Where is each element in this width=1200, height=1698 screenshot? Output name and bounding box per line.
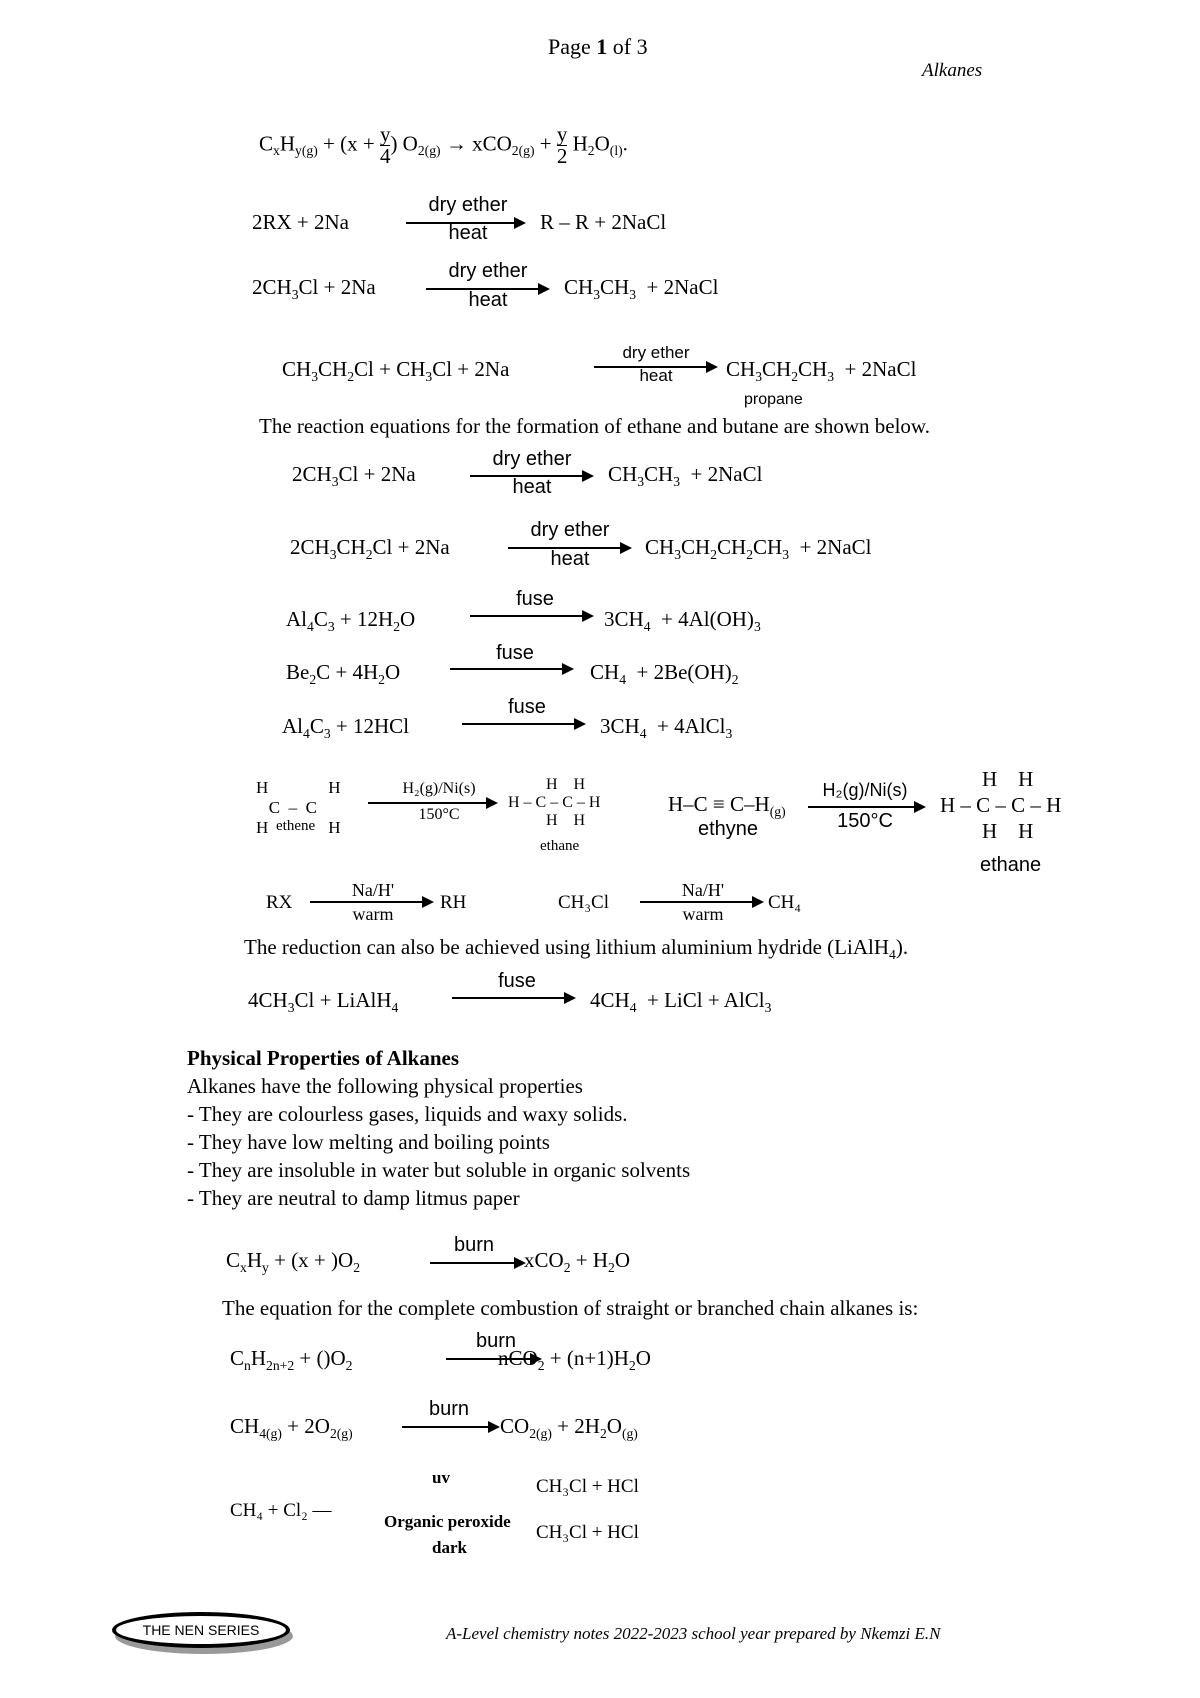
arrow-label-fuse: fuse [496,642,534,664]
reduction-ch3cl: CH₃Cl [558,892,609,913]
equation-propane-left: $CH_3CH_2Cl + CH_3Cl + 2Na$ [282,357,510,384]
reaction-arrow [450,668,572,670]
chlorination-left: CH₄ + Cl₂ — [230,1500,332,1521]
property-item: - They are insoluble in water but soluble in organic solvents [187,1158,691,1182]
property-item: - They are neutral to damp litmus paper [187,1186,520,1210]
page-mid: of [607,34,637,59]
equation-al4c3-water-left: $Al_4C_3 + 12H_2O$ [286,607,416,634]
frac2-num: y [556,122,568,146]
frac-num: y [379,122,391,146]
chlorination-product-uv: CH₃Cl + HCl [536,1476,639,1497]
equation-general-combustion: $C_xH_{y(g)} + (x$ + $\frac{y}{4}$ ) $O_{2(g)} \to xCO_{2(g)}$ + $\frac{y}{2}$ $H_2O_{(l)}$. [259,122,628,168]
equation-propane-right: $CH_3CH_2CH_3$ + 2NaCl [726,357,917,384]
arrow-label-fuse: fuse [508,696,546,718]
ethane-row-3: H H [546,812,586,829]
equation-butane-left: $2CH_3CH_2Cl + 2Na$ [290,535,450,562]
ethene-row-1: H H [256,778,341,797]
label-organic-peroxide: Organic peroxide [384,1512,511,1531]
properties-intro: Alkanes have the following physical properties [187,1074,583,1098]
ethene-row-3: H H [256,818,341,837]
label-ethane-2: ethane [980,854,1042,876]
equation-wurtz-general-right: R – R + 2NaCl [540,210,667,234]
logo-text: THE NEN SERIES [142,1622,260,1638]
footer-note: A-Level chemistry notes 2022-2023 school year prepared by Nkemzi E.N [446,1624,941,1643]
chlorination-product-dark: CH₃Cl + HCl [536,1522,639,1543]
arrow-label-burn: burn [428,1398,470,1420]
page-num: 1 [596,34,608,59]
equation-combustion-alkane-left: $C_nH_{2n+2} + ()O_2$ [230,1346,353,1373]
arrow-label-heat: heat [512,476,552,498]
arrow-label-temp: 150°C [418,806,460,823]
arrow-label-h2-ni: H₂(g)/Ni(s) [822,780,908,800]
arrow-label-heat: heat [639,366,673,385]
reaction-arrow [640,901,762,903]
frac2-den: 2 [556,144,568,168]
property-item: - They are colourless gases, liquids and waxy solids. [187,1102,628,1126]
arrow-label-fuse: fuse [498,970,536,992]
sentence-reduction: The reduction can also be achieved using lithium aluminium hydride (LiAlH$_4$). [244,935,909,962]
arrow-label-fuse: fuse [516,588,554,610]
equation-ethane-product: $CH_3CH_3$ + 2NaCl [564,275,719,302]
ethane-structure [508,776,600,830]
label-ethene: ethene [276,818,316,834]
arrow-label-na-h: Na/H' [351,880,395,900]
equation-methane-combustion-right: $CO_{2(g)} + 2H_2O_{(g)}$ [500,1414,638,1441]
label-ethane: ethane [540,838,580,854]
ethane-row-1: H H [546,776,586,793]
arrow-label-dry-ether: dry ether [530,519,610,541]
label-uv: uv [432,1468,450,1487]
equation-combustion-general-left: $C_xH_y + (x + )O_2$ [226,1248,361,1275]
reaction-arrow [462,723,584,725]
ethene-row-2: C – C [256,798,317,817]
equation-ethane-product-2: $CH_3CH_3$ + 2NaCl [608,462,763,489]
reaction-arrow [430,1262,524,1264]
label-ethyne: ethyne [698,818,759,840]
ethane-structure-2 [940,766,1061,844]
frac-den: 4 [379,144,391,168]
sentence-combustion: The equation for the complete combustion of straight or branched chain alkanes is: [222,1296,919,1320]
equation-ethane-wurtz: $2CH_3Cl + 2Na$ [252,275,376,302]
equation-wurtz-general-left: 2RX + 2Na [252,210,350,234]
arrow-label-heat: heat [448,222,488,244]
logo-nen-series [112,1612,290,1648]
equation-al4c3-hcl-right: $3CH_4$ + 4AlCl$_3$ [600,714,733,741]
reduction-suffix: ). [895,935,909,959]
arrow-label-heat: heat [468,289,508,311]
reaction-arrow [310,901,432,903]
heading-physical-properties: Physical Properties of Alkanes [187,1046,460,1070]
reaction-arrow [402,1426,498,1428]
arrow-label-dry-ether: dry ether [428,194,508,216]
equation-combustion-alkane-right: $nCO_2 + (n+1)H_2O$ [498,1346,651,1373]
fraction-y-over-2 [557,124,568,167]
topic-header: Alkanes [922,60,983,81]
reaction-arrow [452,997,574,999]
label-propane: propane [744,391,803,408]
equation-lialh4-right: $4CH_4$ + LiCl + AlCl$_3$ [590,988,772,1015]
equation-methane-combustion-left: $CH_{4(g)} + 2O_{2(g)}$ [230,1414,353,1441]
arrow-label-h2-ni: H₂(g)/Ni(s) [402,780,476,797]
equation-al4c3-hcl-left: $Al_4C_3 + 12HCl$ [282,714,410,741]
page-total: 3 [636,34,648,59]
equation-be2c-left: $Be_2C + 4H_2O$ [286,660,401,687]
ethyne-formula: $H-C \equiv C-H_{(g)}$ [668,792,786,819]
ethane2-row-3: H H [982,819,1034,843]
page-number [548,34,648,60]
reduction-ch4: CH₄ [768,892,802,913]
sentence-formation: The reaction equations for the formation of ethane and butane are shown below. [259,414,930,438]
equation-lialh4-left: $4CH_3Cl$ + LiAlH$_4$ [248,988,399,1015]
ethyne-formula-text: H–C ≡ C–H [668,792,770,816]
reduction-rx: RX [266,892,293,913]
equation-butane-right: $CH_3CH_2CH_2CH_3$ + 2NaCl [645,535,872,562]
reaction-arrow [808,806,924,808]
page-prefix: Page [548,34,597,59]
ethane2-row-1: H H [982,767,1034,791]
arrow-label-dry-ether: dry ether [448,260,528,282]
label-dark: dark [432,1538,467,1557]
reaction-arrow [470,615,592,617]
equation-be2c-right: $CH_4 + 2Be(OH)_2$ [590,660,739,687]
arrow-label-dry-ether: dry ether [622,343,690,362]
arrow-label-heat: heat [550,548,590,570]
arrow-label-temp: 150°C [837,810,893,832]
arrow-label-burn: burn [475,1330,517,1352]
equation-al4c3-water-right: $3CH_4 + 4Al(OH)_3$ [604,607,761,634]
arrow-label-dry-ether: dry ether [492,448,572,470]
arrow-label-na-h: Na/H' [681,880,725,900]
arrow-label-warm: warm [682,904,724,924]
arrow-label-burn: burn [453,1234,495,1256]
equation-combustion-general-right: $xCO_2 + H_2O$ [524,1248,631,1275]
property-item: - They have low melting and boiling points [187,1130,550,1154]
ethane2-row-2: H – C – C – H [940,793,1062,817]
arrow-label-warm: warm [352,904,394,924]
reduction-rh: RH [440,892,467,913]
fraction-y-over-4 [380,124,391,167]
ethane-row-2: H – C – C – H [508,794,601,811]
equation-ethane-wurtz-2: $2CH_3Cl + 2Na$ [292,462,416,489]
reduction-prefix: The reduction can also be achieved using lithium aluminium hydride (LiAlH [244,935,890,959]
reaction-arrow [368,802,496,804]
